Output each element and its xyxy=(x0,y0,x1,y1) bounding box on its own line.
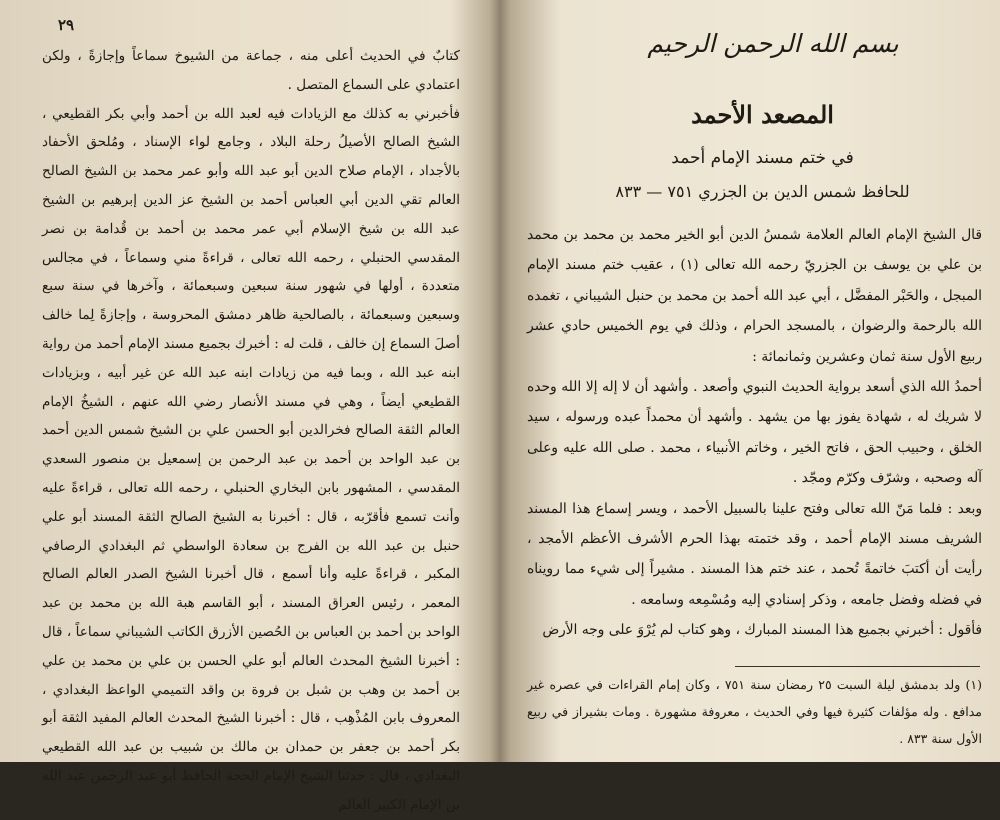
paragraph: فأقول : أخبرني بجميع هذا المسند المبارك ، وهو كتاب لم يُرْوَ على وجه الأرض xyxy=(542,622,982,639)
paragraph: فأخبرني به كذلك مع الزيادات فيه لعبد الله بن أحمد وأبي بكر القطيعي ، الشيخ الصالح الأصيلُ رحلة البلاد ، وجامع لواء الإسناد ، ومُلحق الأحفاد بالأجداد ، الإمام صلاح الدين أبو عبد الله وأبو عمر محمد بن الشيخ الصالح العالم تقي الدين أبي العباس أحمد بن الشيخ عز الدين إبرهيم بن الشيخ عبد الله بن شيخ الإسلام أبي عمر محمد بن أحمد بن قُدامة بن نصر المقدسي الحنبلي ، رحمه الله تعالى ، قراءةً مني وسماعاً ، في مجالس متعددة ، أولها في شهور سنة سبعين وسبعمائة ، وآخرها في سنة سبع وسبعين وسبعمائة ، بالصالحية ظاهر دمشق المحروسة ، وإجازةً لِما خالف أصلَ السماع إن خالف ، قلت له : أخبرك بجميع مسند الإمام أحمد من رواية ابنه عبد الله ، وبما فيه من زيادات ابنه عبد الله عن غير أبيه ، وبزيادات القطيعي أيضاً ، وهي في مسند الأنصار رضي الله عنهم ، الشيخُ الإمام العالم الثقة الصالح فخرالدين أبو الحسن علي بن الشيخ شمس الدين أحمد بن عبد الواحد بن أحمد بن عبد الرحمن بن إسمعيل بن منصور السعدي المقدسي ، المشهور بابن البخاري الحنبلي ، رحمه الله تعالى ، قراءةً عليه وأنت تسمع فأقرّبه ، قال : أخبرنا به الشيخ الصالح الثقة المسند أبو علي حنبل بن عبد الله بن الفرج بن سعادة الواسطي ثم البغدادي الرصافي المكبر ، قراءةً عليه وأنا أسمع ، قال أخبرنا الشيخ الصدر العالم الصالح المعمر ، رئيس العراق المسند ، أبو القاسم هبة الله بن محمد بن عبد الواحد بن أحمد بن العباس بن الحُصين الأزرق الكاتب الشيباني سماعاً ، قال : أخبرنا الشيخ المحدث العالم أبو علي الحسن بن علي بن محمد بن علي بن أحمد بن وهب بن شبل بن فروة بن واقد التميمي الواعظ البغدادي ، المعروف بابن المُذْهِب ، قال : أخبرنا الشيخ المحدث العالم المفيد الثقة أبو بكر أحمد بن جعفر بن حمدان بن مالك بن شبيب بن عبد الله القطيعي البغدادي ، قال : حدثنا الشيخ الإمام الحجة الحافظ أبو عبد الرحمن عبد الله بن الإمام الكبير العالم xyxy=(42,105,460,813)
author-line: للحافظ شمس الدين بن الجزري ٧٥١ — ٨٣٣ xyxy=(615,182,910,201)
basmala-calligraphy xyxy=(647,8,899,74)
paragraph: قال الشيخ الإمام العالم العلامة شمسُ الدين أبو الخير محمد بن محمد بن محمد بن علي بن يوسف بن الجزريّ رحمه الله تعالى (١) ، عقيب ختم مسند الإمام المبجل ، والحَبْر المفضَّل ، أبي عبد الله أحمد بن محمد بن حنبل الشيباني ، تغمده الله بالرحمة والرضوان ، بالمسجد الحرام ، وذلك في يوم الخميس حادي عشر ربيع الأول سنة ثمان وعشرين وثمانمائة : xyxy=(527,227,982,365)
basmala-text: بسم الله الرحمن الرحيم xyxy=(647,29,899,58)
paragraph: وبعد : فلما مَنّ الله تعالى وفتح علينا بالسبيل الأحمد ، ويسر إسماع هذا المسند الشريف مسند الإمام أحمد ، وقد ختمته بهذا الحرم الأشرف الأعظم الأمجد ، رأيت أن أكتبَ خاتمةً تُحمد ، عند ختم هذا المسند . مشيراً إلى شيء مما رويناه في فضله وفضل جامعه ، وذكر إسنادي إليه ومُسْمِعه وسامعه . xyxy=(527,500,982,608)
footnote-divider xyxy=(735,666,980,667)
book-subtitle: في ختم مسند الإمام أحمد xyxy=(671,148,854,168)
left-page xyxy=(0,0,492,813)
right-page-text xyxy=(527,220,982,646)
paragraph: كتابٌ في الحديث أعلى منه ، جماعة من الشيوخ سماعاً وإجازةً ، ولكن اعتمادي على السماع المتصل . xyxy=(42,48,460,93)
paragraph: أحمدُ الله الذي أسعد برواية الحديث النبوي وأصعد . وأشهد أن لا إله إلا الله وحده لا شريك له ، شهادة يفوز بها من يشهد . وأشهد أن محمداً عبده ورسوله ، سيد الخلق ، وحبيب الحق ، فاتح الخير ، وخاتم الأنبياء ، محمد . صلى الله عليه وعلى آله وصحبه ، وشرّف وكرّم ومجّد . xyxy=(527,379,982,487)
footnote xyxy=(527,672,982,752)
page-number: ٢٩ xyxy=(58,16,75,34)
right-page xyxy=(505,0,1000,762)
left-page-text xyxy=(42,42,460,820)
book-title: المصعد الأحمد xyxy=(691,100,834,129)
footnote-text: (١) ولد بدمشق ليلة السبت ٢٥ رمضان سنة ٧٥١ ، وكان إمام القراءات في عصره غير مدافع . وله مؤلفات كثيرة فيها وفي الحديث ، معروفة مشهورة . ومات بشيراز في ربيع الأول سنة ٨٣٣ . xyxy=(527,677,982,746)
